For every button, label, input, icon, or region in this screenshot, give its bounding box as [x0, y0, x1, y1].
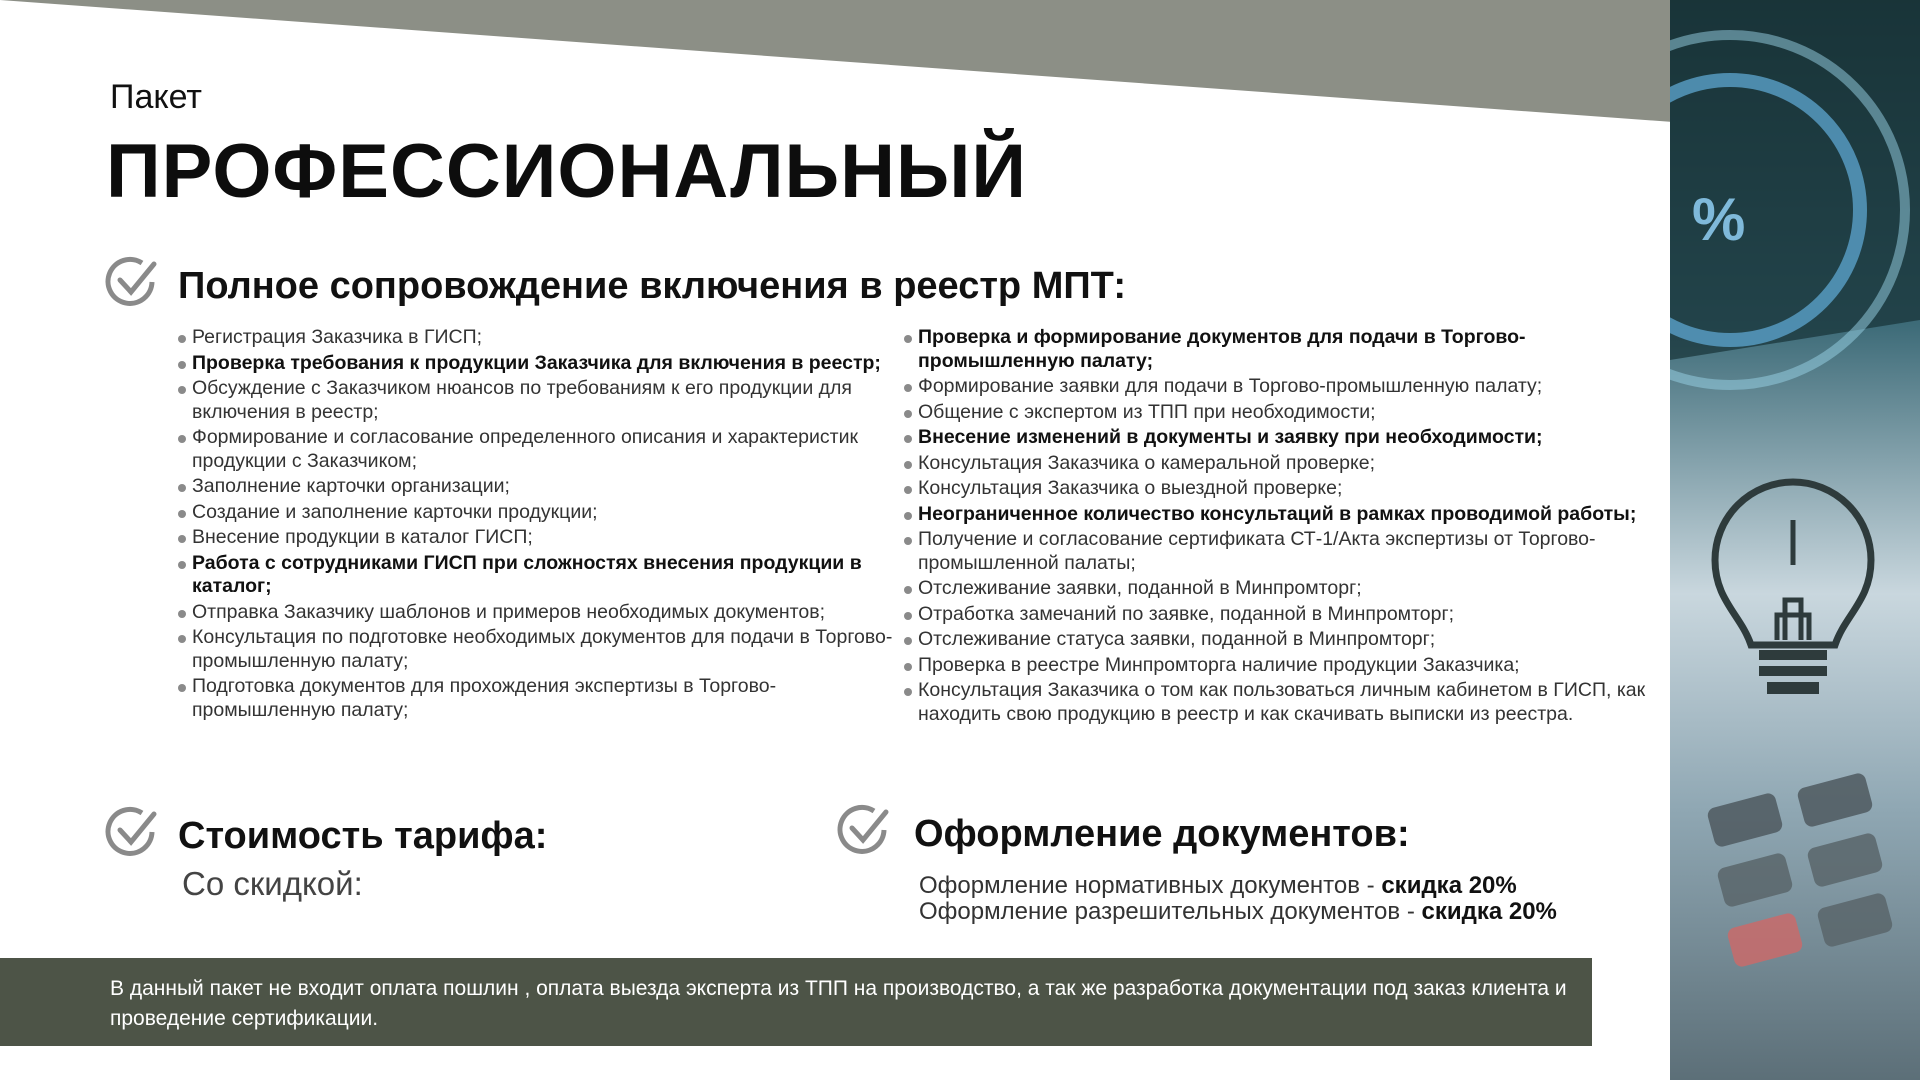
decorative-side-image — [1670, 0, 1920, 1080]
services-list-right — [904, 326, 1654, 728]
svg-text:%: % — [1692, 186, 1746, 253]
package-name: ПРОФЕССИОНАЛЬНЫЙ — [106, 129, 1028, 214]
list-item: Внесение изменений в документы и заявку при необходимости; — [904, 426, 1654, 450]
main-section-title: Полное сопровождение включения в реестр МПТ: — [178, 265, 1127, 307]
list-item: Общение с экспертом из ТПП при необходимости; — [904, 401, 1654, 425]
docs-line-permit-discount: скидка 20% — [1421, 898, 1557, 925]
docs-line-normative — [919, 872, 1517, 900]
list-item: Создание и заполнение карточки продукции; — [178, 501, 898, 525]
package-label: Пакет — [110, 78, 202, 116]
list-item: Формирование заявки для подачи в Торгово-промышленную палату; — [904, 375, 1654, 399]
list-item: Проверка требования к продукции Заказчика для включения в реестр; — [178, 352, 898, 376]
list-item: Проверка в реестре Минпромторга наличие продукции Заказчика; — [904, 654, 1654, 678]
check-circle-icon — [102, 252, 162, 312]
check-circle-icon — [102, 802, 162, 862]
docs-line-permit — [919, 898, 1557, 926]
list-item: Отработка замечаний по заявке, поданной в Минпромторг; — [904, 603, 1654, 627]
top-diagonal-band — [0, 0, 1920, 140]
price-section-title: Стоимость тарифа: — [178, 815, 548, 857]
list-item: Консультация по подготовке необходимых документов для подачи в Торгово-промышленную палату; — [178, 626, 898, 673]
list-item: Консультация Заказчика о камеральной проверке; — [904, 452, 1654, 476]
price-subtitle: Со скидкой: — [182, 865, 363, 902]
docs-line-normative-discount: скидка 20% — [1381, 872, 1517, 899]
list-item: Заполнение карточки организации; — [178, 475, 898, 499]
list-item: Проверка и формирование документов для подачи в Торгово-промышленную палату; — [904, 326, 1654, 373]
footer-note-text: В данный пакет не входит оплата пошлин , оплата выезда эксперта из ТПП на производство, а так же разработка документации под заказ клиента и проведение сертификации. — [110, 977, 1567, 1030]
list-item: Подготовка документов для прохождения экспертизы в Торгово-промышленную палату; — [178, 675, 898, 722]
footer-note-box — [0, 958, 1592, 1046]
list-item: Отправка Заказчику шаблонов и примеров необходимых документов; — [178, 601, 898, 625]
list-item: Получение и согласование сертификата СТ-1/Акта экспертизы от Торгово-промышленной палаты; — [904, 528, 1654, 575]
check-circle-icon — [834, 800, 894, 860]
list-item: Отслеживание заявки, поданной в Минпромторг; — [904, 577, 1654, 601]
list-item: Консультация Заказчика о том как пользоваться личным кабинетом в ГИСП, как находить свою продукцию в реестр и как скачивать выписки из реестра. — [904, 679, 1654, 726]
docs-line-normative-text: Оформление нормативных документов - — [919, 872, 1382, 899]
list-item: Консультация Заказчика о выездной проверке; — [904, 477, 1654, 501]
list-item: Регистрация Заказчика в ГИСП; — [178, 326, 898, 350]
list-item: Неограниченное количество консультаций в рамках проводимой работы; — [904, 503, 1654, 527]
docs-line-permit-text: Оформление разрешительных документов - — [919, 898, 1422, 925]
list-item: Работа с сотрудниками ГИСП при сложностях внесения продукции в каталог; — [178, 552, 898, 599]
list-item: Внесение продукции в каталог ГИСП; — [178, 526, 898, 550]
docs-section-title: Оформление документов: — [914, 813, 1410, 855]
list-item: Отслеживание статуса заявки, поданной в Минпромторг; — [904, 628, 1654, 652]
list-item: Обсуждение с Заказчиком нюансов по требованиям к его продукции для включения в реестр; — [178, 377, 898, 424]
services-list-left — [178, 326, 898, 724]
list-item: Формирование и согласование определенного описания и характеристик продукции с Заказчиком; — [178, 426, 898, 473]
